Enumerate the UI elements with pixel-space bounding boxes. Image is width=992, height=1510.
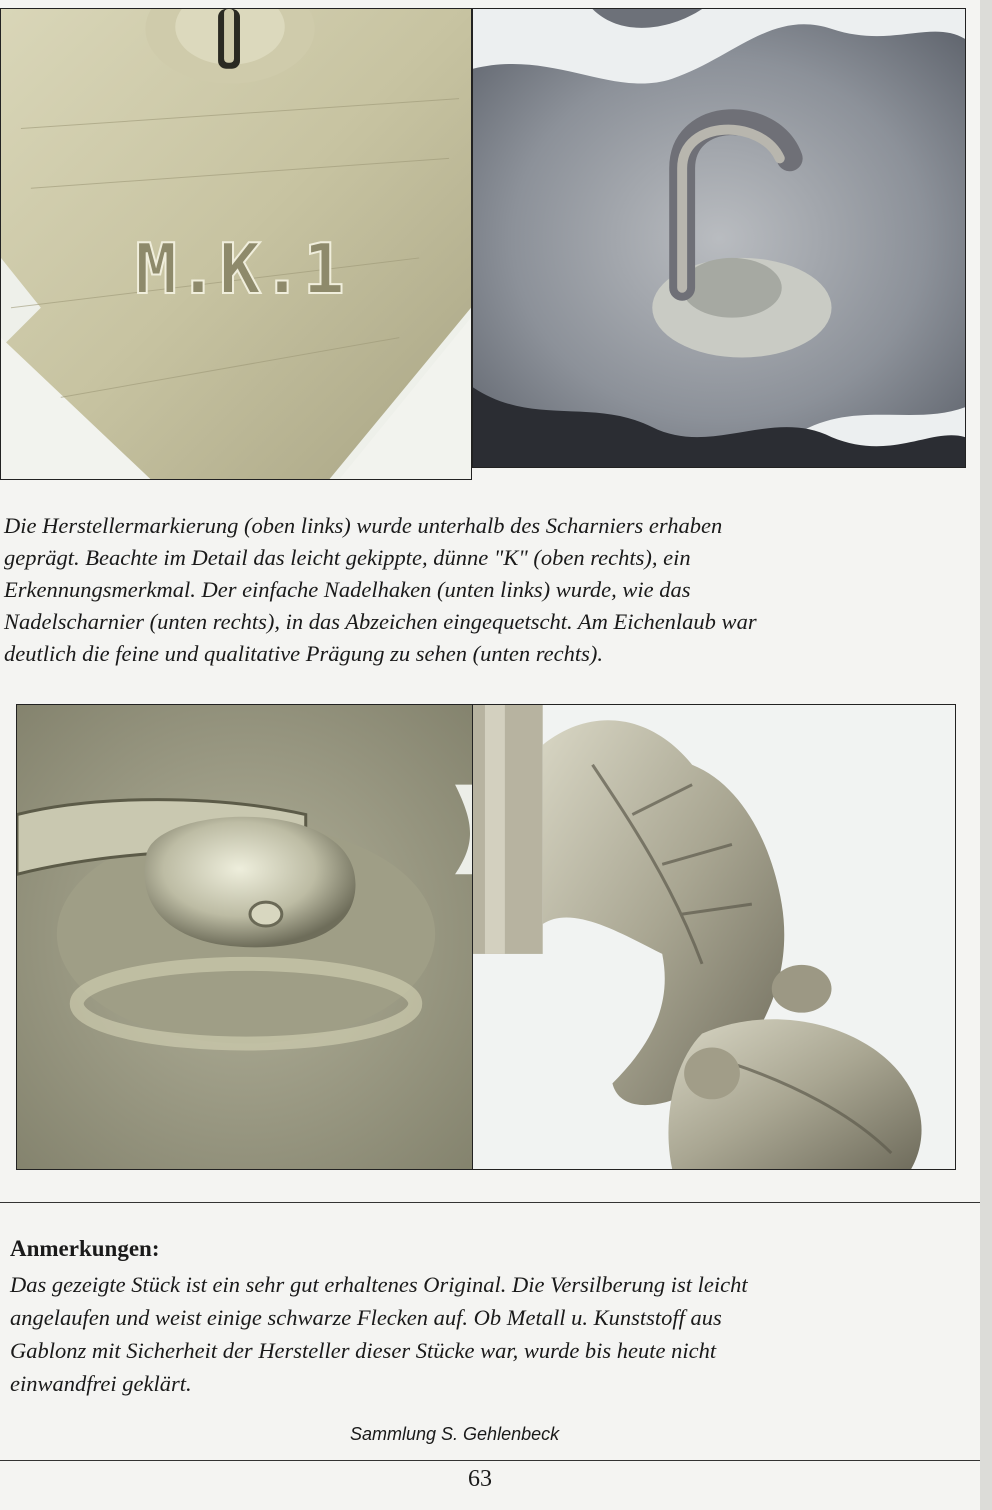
collection-credit: Sammlung S. Gehlenbeck [350,1424,560,1444]
caption-line: geprägt. Beachte im Detail das leicht gekippte, dünne "K" (oben rechts), ein [4,545,691,570]
notes-body [10,1268,960,1400]
maker-stamp-text: M.K.1 [135,228,345,310]
photo-pin-hinge [16,704,474,1170]
notes-line: angelaufen und weist einige schwarze Flecken auf. Ob Metall u. Kunststoff aus [10,1305,722,1330]
caption-line: deutlich die feine und qualitative Prägung zu sehen (unten rechts). [4,641,604,666]
photo-oak-leaves [472,704,956,1170]
photo-caption [4,510,954,670]
section-divider [0,1202,980,1203]
photo-maker-mark [0,8,472,480]
photo-pin-hook-image [473,9,965,467]
photo-pin-hook [472,8,966,468]
notes-line: Gablonz mit Sicherheit der Hersteller dieser Stücke war, wurde bis heute nicht [10,1338,717,1363]
caption-line: Erkennungsmerkmal. Der einfache Nadelhaken (unten links) wurde, wie das [4,577,691,602]
photo-oak-leaves-image [473,705,955,1169]
caption-line: Die Herstellermarkierung (oben links) wurde unterhalb des Scharniers erhaben [4,513,723,538]
notes-heading: Anmerkungen: [10,1236,160,1261]
photo-pin-hinge-image [17,705,473,1169]
notes-line: einwandfrei geklärt. [10,1371,192,1396]
caption-line: Nadelscharnier (unten rechts), in das Abzeichen eingequetscht. Am Eichenlaub war [4,609,757,634]
photo-maker-mark-image [1,9,471,479]
notes-line: Das gezeigte Stück ist ein sehr gut erhaltenes Original. Die Versilberung ist leicht [10,1272,748,1297]
page-number: 63 [468,1466,492,1492]
footer-divider [0,1460,980,1461]
